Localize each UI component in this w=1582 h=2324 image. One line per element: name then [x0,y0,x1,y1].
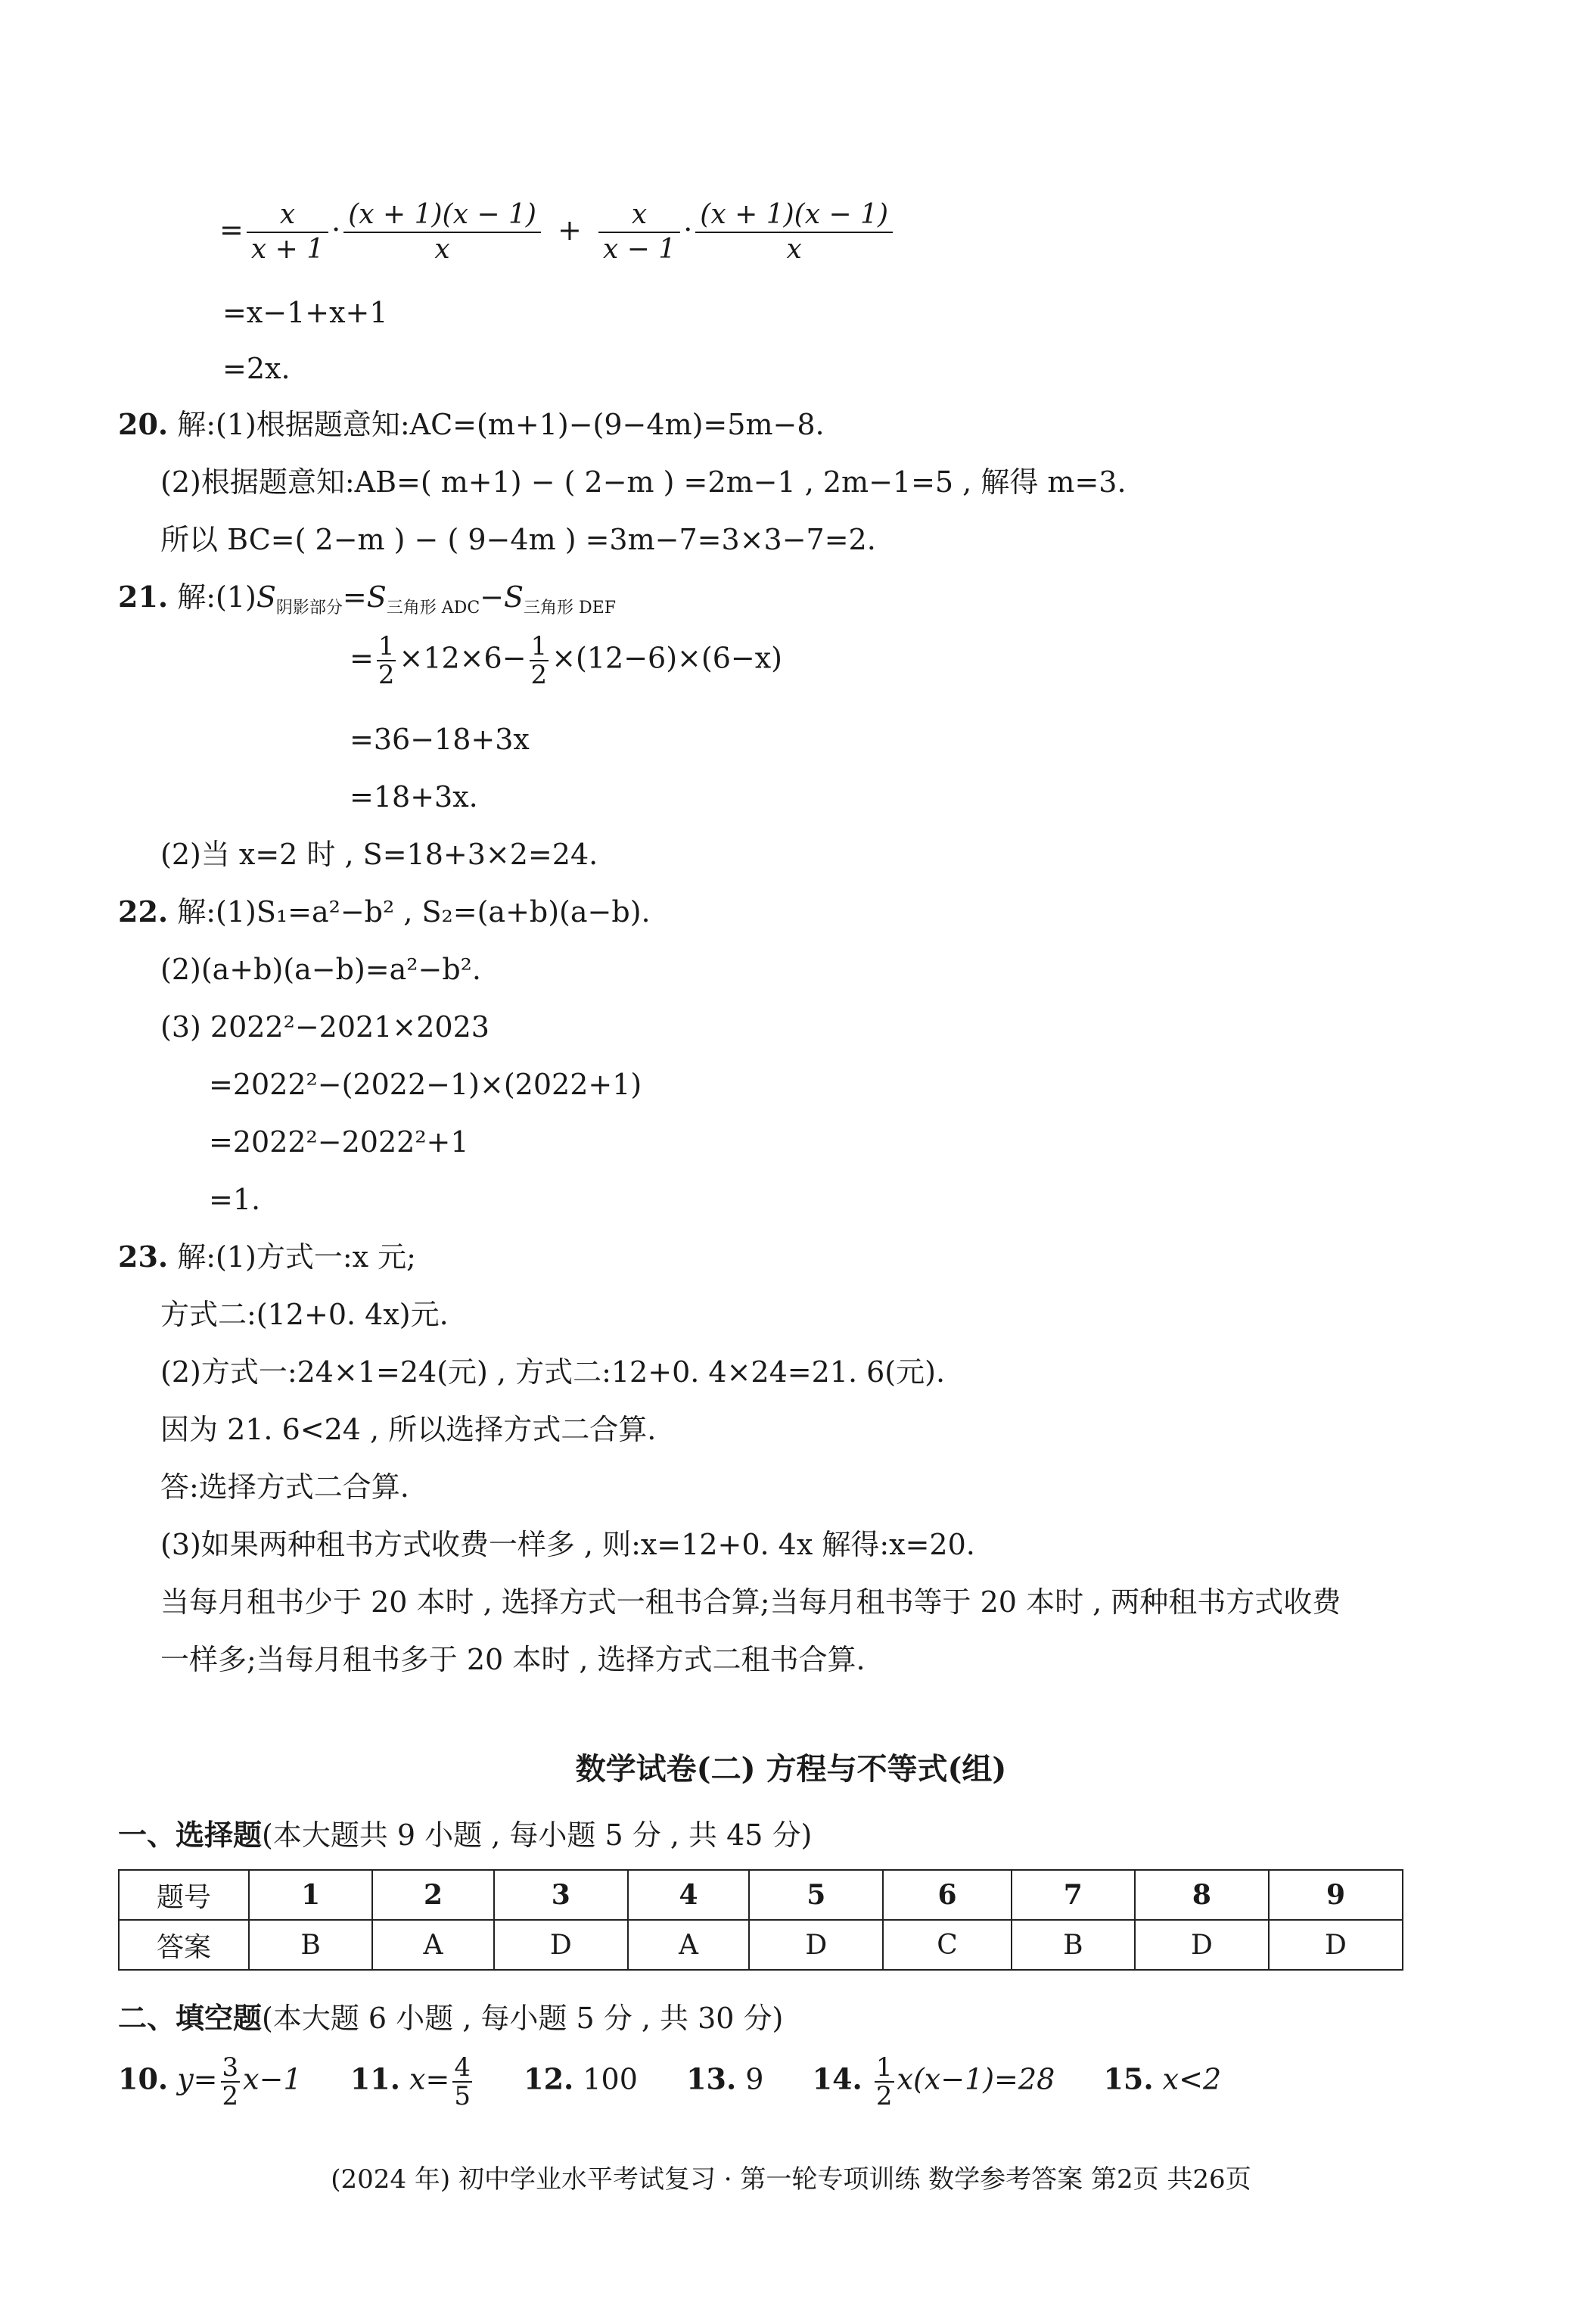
paper-title: 数学试卷(二) 方程与不等式(组) [575,1751,1007,1787]
section-choice-heading: 一、选择题(本大题共 9 小题 , 每小题 5 分 , 共 45 分) [118,1818,813,1852]
q23-line-8: 一样多;当每月租书多于 20 本时 , 选择方式二租书合算. [160,1643,866,1676]
fraction: $\frac{(x + 1)(x - 1)}{x}$ [695,198,893,266]
q20-line-3: 所以 BC=( 2−m ) − ( 9−4m ) =3m−7=3×3−7=2. [160,523,876,556]
q22-line-4: =2022²−(2022−1)×(2022+1) [209,1068,642,1101]
table-answer-row [119,1920,1403,1970]
q22-line-5: =2022²−2022²+1 [209,1125,469,1159]
page-footer: (2024 年) 初中学业水平考试复习 · 第一轮专项训练 数学参考答案 第2页 共26页 [331,2164,1251,2195]
fraction: $\frac{4}{5}$ [454,2052,471,2111]
table-cell: 3 [494,1870,628,1920]
dot-operator: · [331,213,341,247]
question-number: 23. [118,1240,169,1274]
q19-line-3: =2x. [222,352,291,385]
equals-sign: = [219,213,244,247]
fill-answers-line: 10. y= $\frac{3}{2}$ x−1 11. x= $\frac{4}{5}$ 12. 100 13. 9 14. $\frac{1}{2}$ x(x−1)=28 15. x<2 [118,2052,1222,2111]
answer-table [118,1869,1403,1971]
table-header-row [119,1870,1403,1920]
q21-line-1: 21. 解$:(1)S_{阴影部分}=S_{三角形 ADC}-S_{三角形 DEF}$ [118,580,616,618]
q23-line-4: 因为 21. 6<24 , 所以选择方式二合算. [160,1413,657,1446]
question-number: 21. [118,580,169,614]
table-cell: 1 [249,1870,372,1920]
q22-line-2: (2)(a+b)(a−b)=a²−b². [160,953,481,986]
q22-line-6: =1. [209,1183,261,1216]
q23-line-7: 当每月租书少于 20 本时 , 选择方式一租书合算;当每月租书等于 20 本时 , 两种租书方式收费 [160,1585,1341,1619]
table-row-label: 答案 [119,1920,249,1970]
table-cell: 8 [1135,1870,1269,1920]
table-cell: B [249,1920,372,1970]
dot-operator: · [683,213,693,247]
q21-line-5: (2)当 x=2 时 , S=18+3×2=24. [160,838,598,871]
fraction: $\frac{1}{2}$ [875,2052,893,2111]
q21-line-4: =18+3x. [350,780,478,814]
q23-line-1: 23. 解:(1)方式一:x 元; [118,1240,416,1274]
fraction: $\frac{x}{x - 1}$ [598,198,680,266]
q19-fraction-line [219,198,896,266]
q19-line-2: =x−1+x+1 [222,296,388,329]
q20-line-2: (2)根据题意知:AB=( m+1) − ( 2−m ) =2m−1 , 2m−1=5 , 解得 m=3. [160,465,1127,499]
q23-line-2: 方式二:(12+0. 4x)元. [160,1298,449,1331]
table-cell: 6 [883,1870,1011,1920]
table-cell: 5 [749,1870,883,1920]
table-cell: C [883,1920,1011,1970]
table-cell: 2 [372,1870,494,1920]
q23-line-6: (3)如果两种租书方式收费一样多 , 则:x=12+0. 4x 解得:x=20. [160,1528,975,1561]
q22-line-1: 22. 解:(1)S₁=a²−b² , S₂=(a+b)(a−b). [118,894,651,929]
question-number: 20. [118,407,169,441]
fraction: $\frac{3}{2}$ [222,2052,239,2111]
table-cell: 7 [1012,1870,1135,1920]
table-cell: A [372,1920,494,1970]
table-cell: D [749,1920,883,1970]
table-cell: B [1012,1920,1135,1970]
table-row-label: 题号 [119,1870,249,1920]
table-cell: A [628,1920,750,1970]
q23-line-3: (2)方式一:24×1=24(元) , 方式二:12+0. 4×24=21. 6(元). [160,1355,946,1389]
fraction-half: $\frac{1}{2}$ [530,631,548,690]
table-cell: 4 [628,1870,750,1920]
fraction-half: $\frac{1}{2}$ [378,631,395,690]
table-cell: 9 [1269,1870,1403,1920]
fraction: $\frac{(x + 1)(x - 1)}{x}$ [343,198,541,266]
q22-line-3: (3) 2022²−2021×2023 [160,1010,490,1044]
q21-line-2: = $\frac{1}{2}$ ×12×6− $\frac{1}{2}$ ×(12−6)×(6−x) [350,631,782,690]
plus-sign: + [558,213,582,247]
table-cell: D [1135,1920,1269,1970]
table-cell: D [1269,1920,1403,1970]
q21-line-3: =36−18+3x [350,723,530,756]
q20-line-1: 20. 解:(1)根据题意知:AC=(m+1)−(9−4m)=5m−8. [118,407,825,441]
section-fill-heading: 二、填空题(本大题 6 小题 , 每小题 5 分 , 共 30 分) [118,2001,784,2035]
question-number: 22. [118,894,169,929]
table-cell: D [494,1920,628,1970]
fraction: $\frac{x}{x + 1}$ [247,198,328,266]
q23-line-5: 答:选择方式二合算. [160,1470,409,1504]
